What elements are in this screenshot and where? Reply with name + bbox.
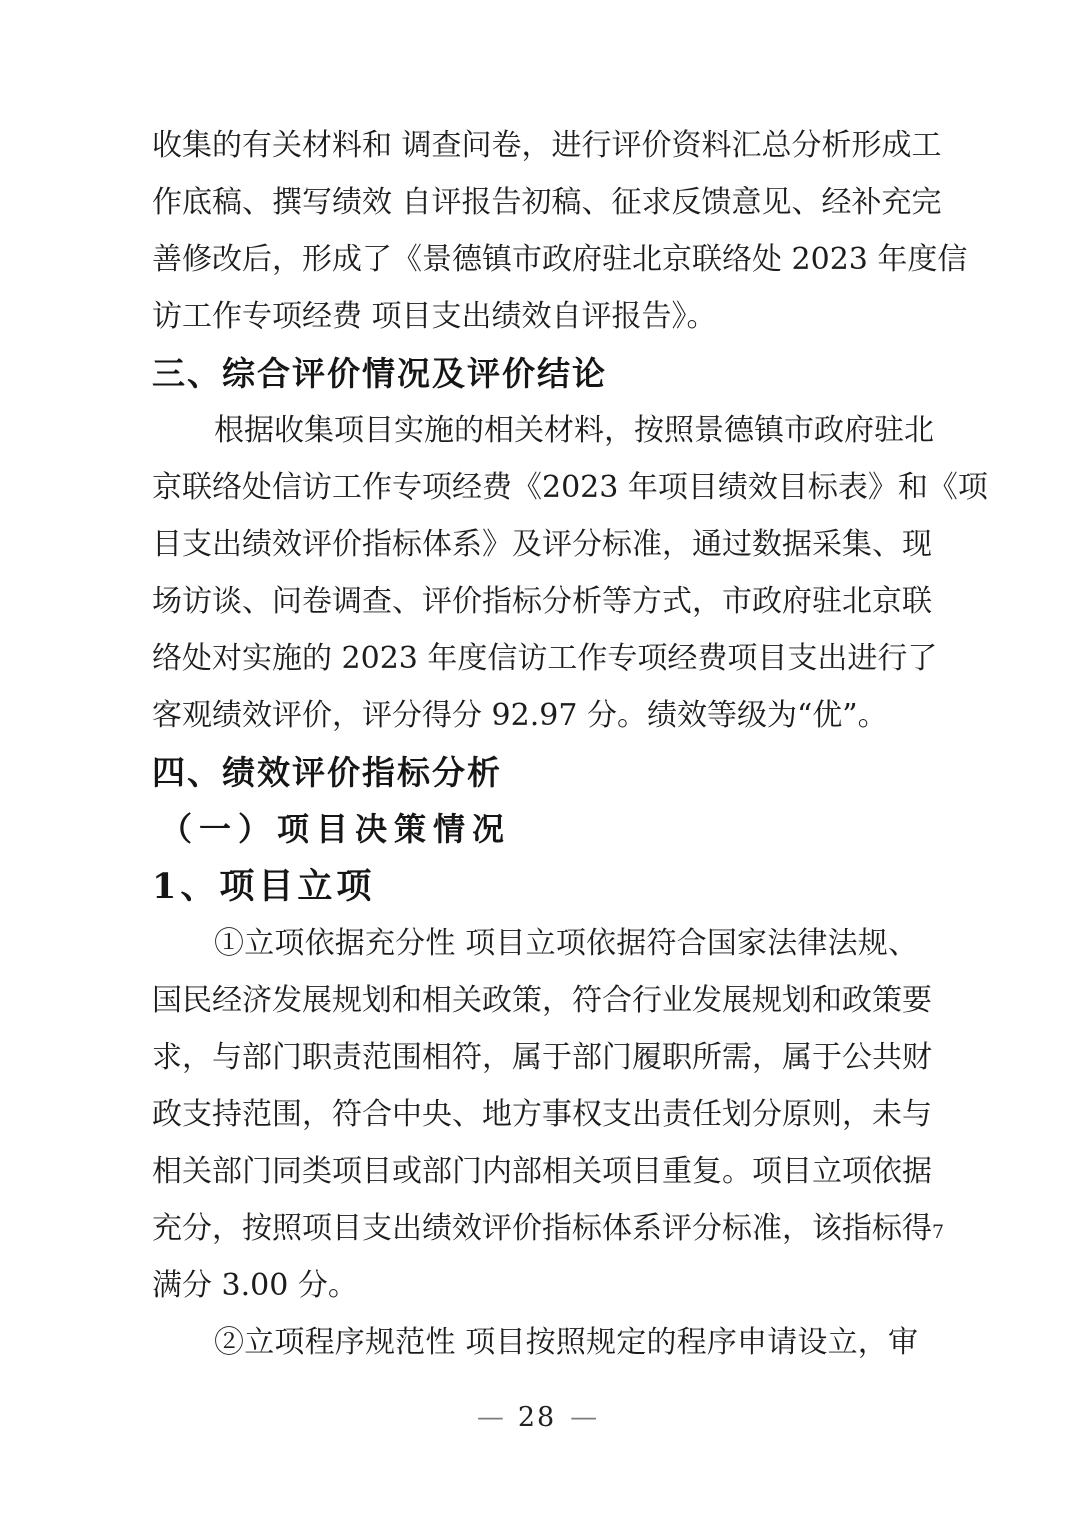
paragraph-line xyxy=(152,1200,945,1257)
paragraph-line: 善修改后，形成了《景德镇市政府驻北京联络处 2023 年度信 xyxy=(152,242,968,277)
paragraph-line: 满分 3.00 分。 xyxy=(152,1268,358,1303)
footer-dash-right: — xyxy=(570,1402,598,1433)
section-heading-3: 三、综合评价情况及评价结论 xyxy=(152,354,607,393)
paragraph-line: 根据收集项目实施的相关材料，按照景德镇市政府驻北 xyxy=(214,413,934,448)
small-numeral: 7 xyxy=(932,1221,945,1243)
paragraph-line: 求，与部门职责范围相符，属于部门履职所需，属于公共财 xyxy=(152,1040,932,1075)
paragraph-line: 作底稿、撰写绩效 自评报告初稿、征求反馈意见、经补充完 xyxy=(152,185,942,220)
section-heading-4: 四、绩效评价指标分析 xyxy=(152,753,502,792)
subsection-heading-1: （一）项目决策情况 xyxy=(160,810,512,848)
footer-dash-left: — xyxy=(476,1402,504,1433)
paragraph-line: 场访谈、问卷调查、评价指标分析等方式，市政府驻北京联 xyxy=(152,584,932,619)
paragraph-line: 目支出绩效评价指标体系》及评分标准，通过数据采集、现 xyxy=(152,527,932,562)
paragraph-line: 络处对实施的 2023 年度信访工作专项经费项目支出进行了 xyxy=(152,641,938,676)
paragraph-line: 国民经济发展规划和相关政策，符合行业发展规划和政策要 xyxy=(152,983,932,1018)
paragraph-line: 访工作专项经费 项目支出绩效自评报告》。 xyxy=(152,299,717,334)
page-footer xyxy=(0,1398,1074,1438)
page-number: 28 xyxy=(517,1402,557,1433)
paragraph-line: 客观绩效评价，评分得分 92.97 分。绩效等级为“优”。 xyxy=(152,698,888,733)
document-body xyxy=(152,117,988,1371)
subsubsection-heading-1: 1、项目立项 xyxy=(152,866,376,907)
paragraph-line: 政支持范围，符合中央、地方事权支出责任划分原则，未与 xyxy=(152,1097,932,1132)
paragraph-line: 收集的有关材料和 调查问卷，进行评价资料汇总分析形成工 xyxy=(152,128,942,163)
paragraph-line: ②立项程序规范性 项目按照规定的程序申请设立，审 xyxy=(214,1325,918,1360)
paragraph-line: 相关部门同类项目或部门内部相关项目重复。项目立项依据 xyxy=(152,1154,932,1189)
paragraph-line: ①立项依据充分性 项目立项依据符合国家法律法规、 xyxy=(214,926,918,961)
paragraph-line: 京联络处信访工作专项经费《2023 年项目绩效目标表》和《项 xyxy=(152,470,988,505)
paragraph-line-text: 充分，按照项目支出绩效评价指标体系评分标准，该指标得 xyxy=(152,1211,932,1246)
